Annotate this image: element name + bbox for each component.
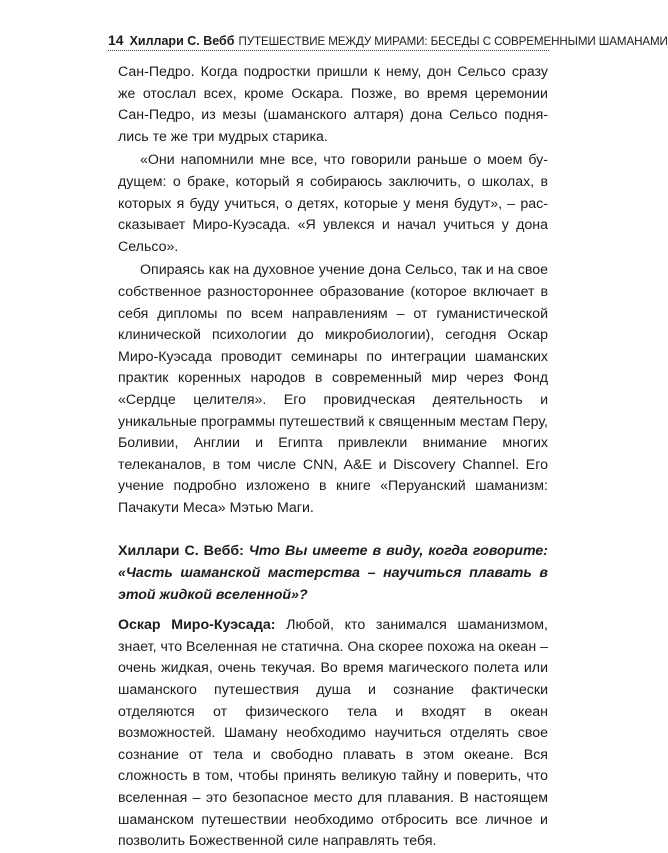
page-body bbox=[118, 62, 548, 853]
interview-answer bbox=[118, 615, 548, 853]
header-author: Хиллари С. Вебб bbox=[129, 34, 235, 48]
paragraph-3: Опираясь как на духовное учение дона Сельсо, так и на свое собственное разностороннее образование (которое включает в себя дипломы по всем направлениям – от гуманистической клинической психологии до микробиологии), сегодня Оскар Миро-Куэсада проводит семинары по интеграции шаманских практик коренных народов в современный мир через Фонд «Сердце целителя». Его провидческая деятельность и уникальные программы путешествий к священным местам Перу, Боливии, Англии и Египта привлекли внимание многих телеканалов, в том числе CNN, A&E и Discovery Channel. Его учение подробно изложено в книге «Перуанский шаманизм: Пачакути Меса» Мэтью Маги. bbox=[118, 262, 548, 516]
paragraph-2: «Они напомнили мне все, что говорили раньше о моем будущем: о браке, который я собираюсь заключить, о школах, в которых я буду учиться, о детях, которые у меня будут», – рассказывает Миро-Куэсада. «Я увлекся и начал учиться у дона Сельсо». bbox=[118, 152, 548, 255]
interview-question bbox=[118, 541, 548, 606]
paragraph-1: Сан-Педро. Когда подростки пришли к нему, дон Сельсо сразу же отослал всех, кроме Оскара. Позже, во время церемонии Сан-Педро, из мезы (шаманского алтаря) дона Сельсо поднялись те же три мудрых старика. bbox=[118, 64, 548, 145]
question-text: Что Вы имеете в виду, когда говорите: «Часть шаманской мастерства – научиться плавать в этой жидкой вселенной»? bbox=[118, 543, 549, 603]
header-book-title: ПУТЕШЕСТВИЕ МЕЖДУ МИРАМИ: БЕСЕДЫ С СОВРЕМЕННЫМИ ШАМАНАМИ bbox=[238, 35, 668, 48]
answer-text: Любой, кто занимался шаманизмом, знает, что Вселенная не статична. Она скорее похожа на океан – очень жидкая, очень текучая. Во время магического полета или шаманского путешествия душа и сознание фактически отделяются от физического тела и входят в океан возможностей. Шаману необходимо научиться отделять свое сознание от тела и свободно плавать в этом океане. Вся сложность в том, чтобы принять великую тайну и поверить, что вселенная – это безопасное место для плавания. В настоящем шаманском путешествии необходимо отбросить все личное и позволить Божественной силе направлять тебя. bbox=[118, 617, 548, 850]
header-divider bbox=[108, 50, 549, 51]
answer-speaker: Оскар Миро-Куэсада: bbox=[118, 617, 276, 634]
page-number: 14 bbox=[108, 32, 124, 48]
running-header bbox=[108, 31, 668, 49]
question-speaker: Хиллари С. Вебб: bbox=[118, 543, 244, 560]
